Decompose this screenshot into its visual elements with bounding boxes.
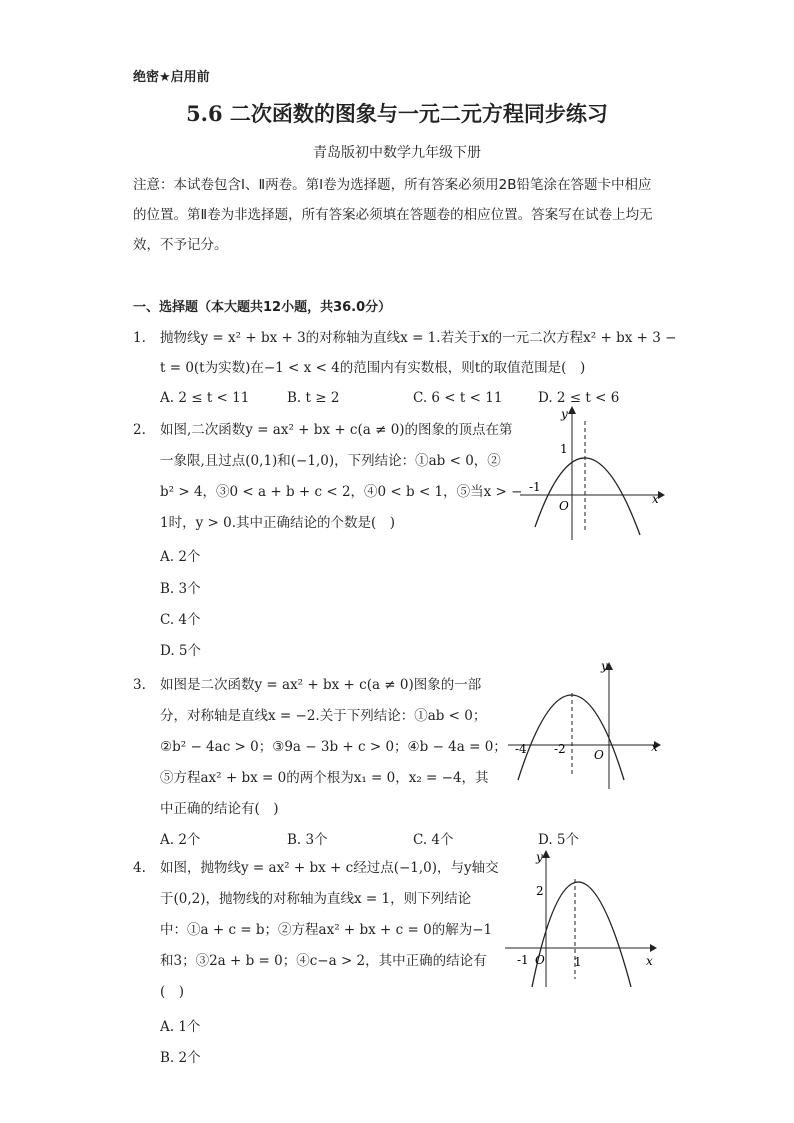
option-d[interactable]: D. 2 ≤ t < 6 (538, 390, 620, 406)
option-a[interactable]: A. 2 ≤ t < 11 (160, 390, 250, 406)
question-text-line: 中正确的结论有( ) (160, 801, 279, 817)
option-c[interactable]: C. 6 < t < 11 (413, 390, 503, 406)
page-title: 5.6 二次函数的图象与一元二元方程同步练习 (186, 101, 608, 126)
parabola-curve (532, 882, 631, 987)
x-tick-label-minus-2: -2 (554, 742, 566, 756)
parabola-figure-q2 (515, 405, 665, 545)
x-tick-label-minus-1: -1 (517, 953, 529, 967)
x-axis-arrow (658, 491, 665, 499)
option-b[interactable]: B. 2个 (160, 1050, 201, 1066)
y-axis-arrow (568, 406, 576, 414)
exam-instructions: 注意：本试卷包含Ⅰ、Ⅱ两卷。第Ⅰ卷为选择题，所有答案必须用2B铅笔涂在答题卡中相应的位置。第Ⅱ卷为非选择题，所有答案必须填在答题卷的相应位置。答案写在试卷上均无效，不予记分。 (133, 177, 653, 253)
question-text-line: 一象限,且过点(0,1)和(−1,0)，下列结论：①ab < 0，② (160, 453, 501, 469)
option-b[interactable]: B. 3个 (287, 832, 328, 848)
origin-label: O (559, 499, 569, 513)
option-b[interactable]: B. 3个 (160, 581, 201, 597)
y-tick-label: 1 (560, 442, 568, 456)
question-text-line: 如图,二次函数y = ax² + bx + c(a ≠ 0)的图象的顶点在第 (160, 422, 513, 438)
question-text-line: 分，对称轴是直线x = −2.关于下列结论：①ab < 0； (160, 708, 487, 724)
origin-label: O (535, 953, 545, 967)
option-a[interactable]: A. 2个 (160, 549, 201, 565)
y-axis-label: y (561, 407, 568, 421)
section-heading: 一、选择题（本大题共12小题，共36.0分） (133, 300, 392, 315)
confidential-label: 绝密★启用前 (133, 70, 210, 85)
question-text-line: ②b² − 4ac > 0；③9a − 3b + c > 0；④b − 4a = 0； (160, 739, 507, 755)
x-axis-label: x (652, 492, 659, 506)
parabola-figure-q3 (508, 655, 663, 793)
question-text-line: 抛物线y = x² + bx + 3的对称轴为直线x = 1.若关于x的一元二次方程x² + bx + 3 − (160, 330, 677, 346)
option-a[interactable]: A. 1个 (160, 1019, 201, 1035)
question-text-line: 于(0,2)，抛物线的对称轴为直线x = 1，则下列结论 (160, 891, 472, 907)
x-axis-arrow (650, 944, 657, 952)
y-axis-arrow (542, 850, 550, 858)
page-subtitle: 青岛版初中数学九年级下册 (313, 145, 481, 161)
question-number: 4. (133, 860, 146, 876)
option-d[interactable]: D. 5个 (538, 832, 580, 848)
option-a[interactable]: A. 2个 (160, 832, 201, 848)
x-tick-label-minus-4: -4 (515, 742, 527, 756)
question-text-line: 中：①a + c = b；②方程ax² + bx + c = 0的解为−1 (160, 922, 493, 938)
question-text-line: 如图是二次函数y = ax² + bx + c(a ≠ 0)图象的一部 (160, 677, 482, 693)
parabola-figure-q4 (505, 847, 660, 990)
question-text-line: 如图，抛物线y = ax² + bx + c经过点(−1,0)，与y轴交 (160, 860, 499, 876)
question-text-line: ⑤方程ax² + bx = 0的两个根为x₁ = 0，x₂ = −4，其 (160, 770, 489, 786)
x-axis-label: x (651, 740, 658, 754)
y-tick-label: 2 (536, 884, 544, 898)
question-text-line: 和3；③2a + b = 0；④c−a > 2，其中正确的结论有 (160, 953, 487, 969)
option-c[interactable]: C. 4个 (413, 832, 454, 848)
origin-label: O (594, 748, 604, 762)
option-d[interactable]: D. 5个 (160, 643, 202, 659)
parabola-curve (535, 458, 640, 535)
x-tick-label-1: 1 (574, 955, 582, 969)
parabola-curve (518, 695, 624, 780)
question-number: 3. (133, 677, 146, 693)
question-number: 1. (133, 330, 146, 346)
question-text-line: t = 0(t为实数)在−1 < x < 4的范围内有实数根，则t的取值范围是( ) (160, 360, 586, 376)
y-axis-label: y (536, 850, 543, 864)
x-axis-label: x (646, 954, 653, 968)
option-c[interactable]: C. 4个 (160, 612, 201, 628)
question-text-line: ( ) (160, 984, 185, 1000)
option-b[interactable]: B. t ≥ 2 (287, 390, 340, 406)
question-number: 2. (133, 422, 146, 438)
question-text-line: 1时，y > 0.其中正确结论的个数是( ) (160, 515, 396, 531)
y-axis-label: y (601, 659, 608, 673)
question-text-line: b² > 4，③0 < a + b + c < 2，④0 < b < 1，⑤当x > − (160, 484, 523, 500)
x-tick-label: -1 (529, 480, 541, 494)
